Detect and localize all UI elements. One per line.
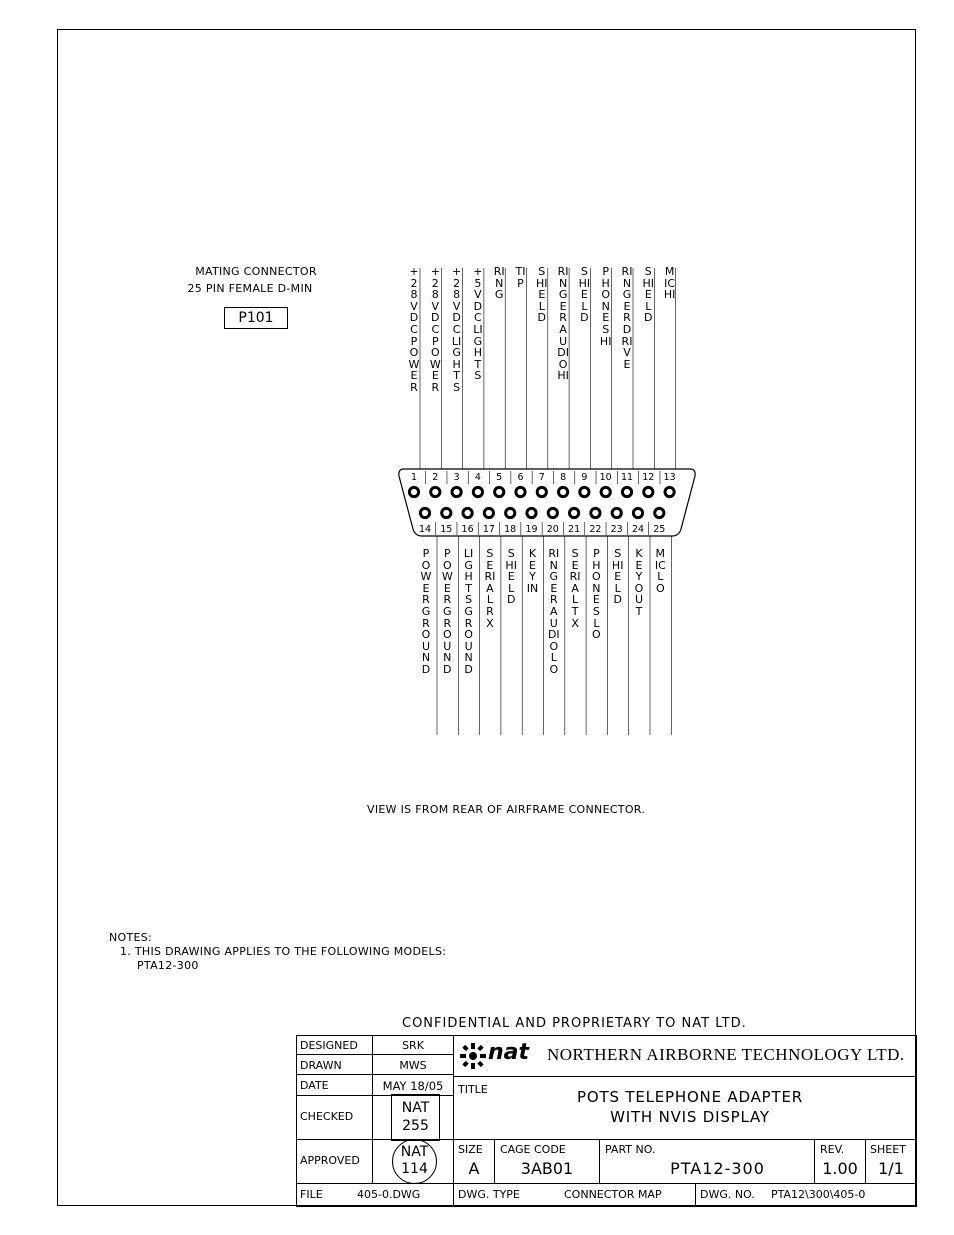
cage-code-label: CAGE CODE [500, 1143, 566, 1156]
pin-label-20: RINGER AUDIO LO [547, 547, 562, 676]
pin-label-15: POWER GROUND [441, 547, 455, 676]
pin-number-22: 22 [589, 524, 602, 535]
pin-label-11: RINGER DRIVE [621, 265, 635, 371]
drawn-label: DRAWN [300, 1059, 342, 1072]
pin-number-4: 4 [474, 472, 481, 483]
pin-label-2: +28 VDC POWER [429, 265, 443, 394]
drawn-value: MWS [399, 1059, 427, 1072]
pin-label-8: RINGER AUDIO HI [557, 265, 571, 383]
pin-number-18: 18 [504, 524, 517, 535]
pin-label-19: KEY IN [526, 547, 540, 595]
pin-number-19: 19 [525, 524, 538, 535]
sheet-value: 1/1 [878, 1159, 904, 1178]
pin-number-11: 11 [620, 472, 634, 483]
dwg-type-value: CONNECTOR MAP [564, 1188, 662, 1201]
pin-label-3: +28 VDC LIGHTS [451, 265, 464, 394]
pin-label-16: LIGHTS GROUND [463, 547, 476, 676]
pin-number-1: 1 [410, 472, 418, 483]
pin-number-3: 3 [453, 472, 460, 483]
pin-number-2: 2 [432, 472, 439, 483]
pin-number-13: 13 [663, 472, 676, 483]
pin-label-14: POWER GROUND [420, 547, 434, 676]
mating-connector-title: MATING CONNECTOR [195, 265, 317, 278]
pin-number-14: 14 [418, 524, 432, 535]
date-label: DATE [300, 1079, 329, 1092]
company-name: NORTHERN AIRBORNE TECHNOLOGY LTD. [547, 1045, 905, 1064]
pin-number-17: 17 [482, 524, 495, 535]
pin-number-9: 9 [581, 472, 588, 483]
file-label: FILE [300, 1188, 323, 1201]
pin-label-22: PHONES LO [592, 547, 604, 642]
dwg-type-label: DWG. TYPE [458, 1188, 520, 1201]
title-line-2: WITH NVIS DISPLAY [610, 1108, 770, 1126]
rev-label: REV. [820, 1143, 845, 1156]
dwg-no-label: DWG. NO. [700, 1188, 755, 1201]
pin-number-21: 21 [568, 524, 581, 535]
pin-label-25: MIC LO [654, 547, 670, 595]
pin-label-10: PHONES HI [599, 265, 613, 348]
approved-stamp-line-1: NAT [400, 1144, 429, 1160]
dwg-no-value: PTA12\300\405-0 [771, 1188, 866, 1201]
title-line-1: POTS TELEPHONE ADAPTER [577, 1088, 803, 1106]
designed-value: SRK [402, 1039, 424, 1052]
pin-number-7: 7 [538, 472, 545, 483]
checked-stamp [391, 1094, 440, 1141]
pin-label-4: +5 VDC LIGHTS [473, 265, 486, 383]
pin-number-25: 25 [653, 524, 666, 535]
pin-label-24: KEY OUT [634, 547, 646, 618]
pin-label-23: SHIELD [611, 547, 624, 607]
pin-label-6: TIP [515, 265, 526, 290]
pin-number-20: 20 [546, 524, 559, 535]
approved-label: APPROVED [300, 1154, 360, 1167]
part-no-label: PART NO. [605, 1143, 656, 1156]
pin-number-24: 24 [631, 524, 645, 535]
pin-label-5: RING [493, 265, 505, 302]
checked-stamp-line-2: 255 [402, 1118, 429, 1134]
pin-number-6: 6 [517, 472, 524, 483]
cage-code-value: 3AB01 [520, 1159, 574, 1178]
checked-stamp-line-1: NAT [401, 1100, 430, 1116]
confidential-notice: CONFIDENTIAL AND PROPRIETARY TO NAT LTD. [402, 1016, 747, 1031]
notes-heading: NOTES: [109, 931, 153, 944]
size-value: A [468, 1159, 480, 1178]
pin-label-18: SHIELD [505, 547, 517, 607]
rev-value: 1.00 [822, 1159, 858, 1178]
pin-number-23: 23 [610, 524, 623, 535]
pin-label-1: +28 VDC POWER [408, 265, 422, 394]
pin-number-12: 12 [642, 472, 655, 483]
connector-ref-box: P101 [224, 307, 288, 329]
pin-label-12: SHIELD [642, 265, 655, 325]
pin-number-16: 16 [461, 524, 474, 535]
pin-label-9: SHIELD [578, 265, 591, 325]
checked-label: CHECKED [300, 1110, 354, 1123]
sheet-label: SHEET [870, 1143, 906, 1156]
pin-number-8: 8 [560, 472, 567, 483]
pin-label-7: SHIELD [536, 265, 548, 325]
part-no-value: PTA12-300 [670, 1159, 765, 1178]
approved-stamp-line-2: 114 [401, 1161, 428, 1177]
title-label: TITLE [458, 1083, 488, 1096]
starburst-logo-icon [458, 1041, 488, 1071]
pin-number-10: 10 [599, 472, 612, 483]
notes-model: PTA12-300 [137, 959, 199, 972]
size-label: SIZE [458, 1143, 483, 1156]
pin-label-21: SERIAL TX [569, 547, 582, 630]
pin-number-15: 15 [440, 524, 453, 535]
pin-number-5: 5 [496, 472, 503, 483]
pin-label-17: SERIAL RX [484, 547, 497, 630]
approved-stamp [392, 1139, 437, 1184]
designed-label: DESIGNED [300, 1039, 358, 1052]
notes-line-1: 1. THIS DRAWING APPLIES TO THE FOLLOWING MODELS: [120, 945, 447, 958]
company-logo-text: nat [488, 1040, 530, 1065]
file-value: 405-0.DWG [357, 1188, 421, 1201]
mating-connector-type: 25 PIN FEMALE D-MIN [187, 282, 313, 295]
view-note: VIEW IS FROM REAR OF AIRFRAME CONNECTOR. [367, 803, 646, 816]
pin-label-13: MIC HI [663, 265, 679, 302]
date-value: MAY 18/05 [382, 1079, 444, 1093]
